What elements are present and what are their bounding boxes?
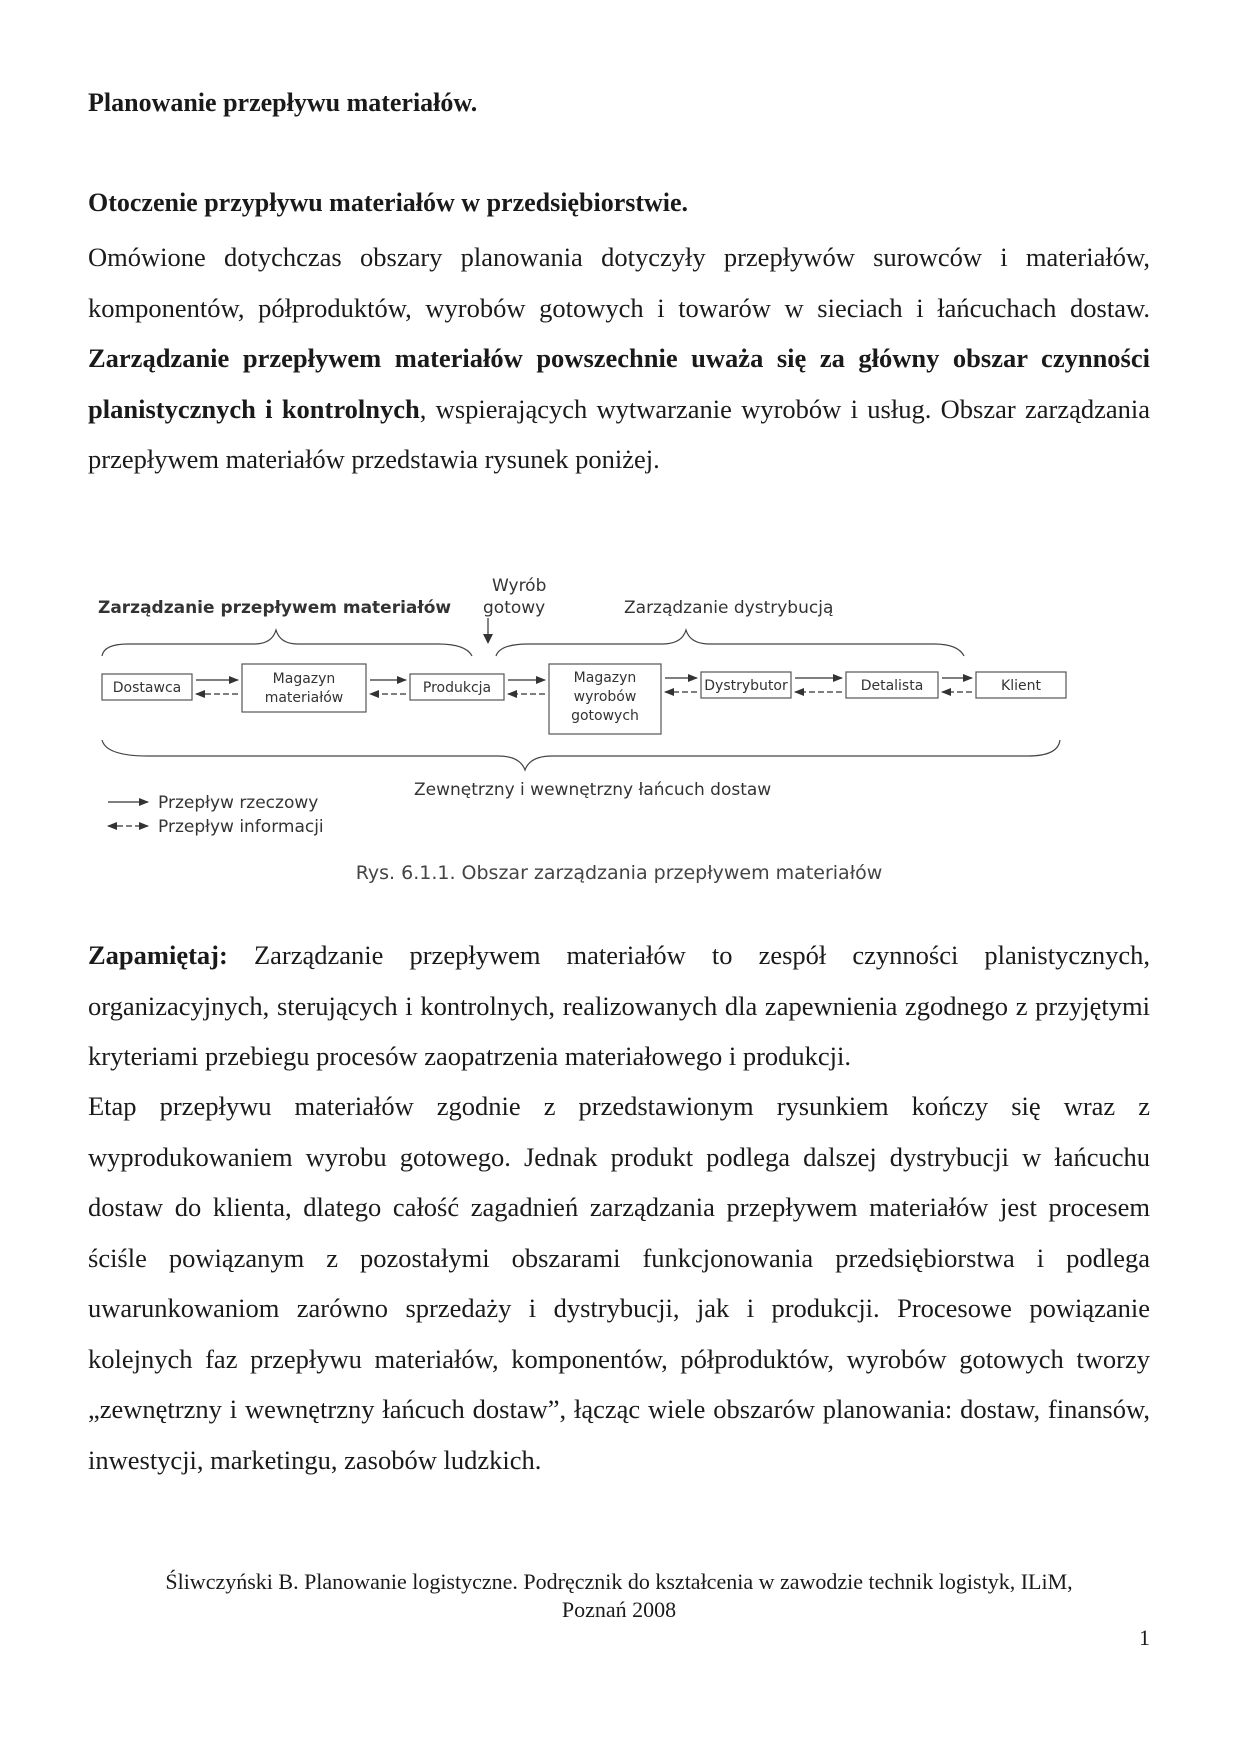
remember-text: Zarządzanie przepływem materiałów to zespół czynności planistycznych, organizacyjnych, sterujących i kontrolnych, realizowanych dla zapewnienia zgodnego z przyjętymi kryteriami przebiegu procesów zaopatrzenia materiałowego i produkcji.: [88, 940, 1150, 1071]
footer-reference-line1: Śliwczyński B. Planowanie logistyczne. Podręcznik do kształcenia w zawodzie technik logistyk, ILiM,: [165, 1569, 1073, 1594]
intro-text: Omówione dotychczas obszary planowania dotyczyły przepływów surowców i materiałów, komponentów, półproduktów, wyrobów gotowych i towarów w sieciach i łańcuchach dostaw.: [88, 242, 1150, 323]
section-title: Otoczenie przypływu materiałów w przedsiębiorstwie.: [88, 188, 689, 217]
box-materials-warehouse-line2: materiałów: [264, 690, 344, 706]
box-production-label: Produkcja: [422, 680, 492, 696]
remember-paragraph: [88, 930, 1150, 1082]
intro-text-end: , wspierających wytwarzanie wyrobów i usług. Obszar zarządzania przepływem materiałów przedstawia rysunek poniżej.: [88, 393, 1150, 474]
label-supply-chain: Zewnętrzny i wewnętrzny łańcuch dostaw: [414, 780, 772, 800]
label-distribution-management: Zarządzanie dystrybucją: [624, 598, 834, 618]
box-materials-warehouse: [242, 664, 366, 712]
label-material-management: Zarządzanie przepływem materiałów: [98, 598, 452, 618]
intro-paragraph: [88, 232, 1150, 485]
finished-product-arrow: [483, 618, 493, 644]
label-finished-product-line2: gotowy: [483, 598, 546, 618]
brace-supply-chain: [102, 740, 1060, 770]
box-finished-goods-warehouse-line3: gotowych: [571, 708, 639, 724]
footer-reference-line2: Poznań 2008: [561, 1597, 677, 1622]
figure-caption: Rys. 6.1.1. Obszar zarządzania przepływem materiałów: [355, 862, 883, 884]
box-client: [976, 672, 1066, 698]
remember-label: Zapamiętaj:: [88, 940, 228, 970]
box-supplier-label: Dostawca: [112, 680, 182, 696]
diagram-canvas: [88, 560, 1150, 860]
intro-bold-text: Zarządzanie przepływem materiałów powszechnie uważa się za główny obszar czynności planistycznych i kontrolnych: [88, 343, 1150, 424]
box-retailer-label: Detalista: [860, 678, 924, 694]
box-distributor-label: Dystrybutor: [704, 678, 788, 694]
box-finished-goods-warehouse: [549, 664, 661, 734]
label-finished-product-line1: Wyrób: [492, 576, 547, 596]
box-distributor: [701, 672, 791, 698]
footer-reference: [88, 1568, 1150, 1624]
box-supplier: [102, 674, 192, 700]
box-finished-goods-warehouse-line2: wyrobów: [573, 689, 637, 705]
document-title: Planowanie przepływu materiałów.: [88, 88, 478, 117]
flow-stage-paragraph: Etap przepływu materiałów zgodnie z przedstawionym rysunkiem kończy się wraz z wyprodukowaniem wyrobu gotowego. Jednak produkt podlega dalszej dystrybucji w łańcuchu dostaw do klienta, dlatego całość zagadnień zarządzania przepływem materiałów jest procesem ściśle powiązanym z pozostałymi obszarami funkcjonowania przedsiębiorstwa i podlega uwarunkowaniom zarówno sprzedaży i dystrybucji, jak i produkcji. Procesowe powiązanie kolejnych faz przepływu materiałów, komponentów, półproduktów, wyrobów gotowych tworzy „zewnętrzny i wewnętrzny łańcuch dostaw”, łącząc wiele obszarów planowania: dostaw, finansów, inwestycji, marketingu, zasobów ludzkich.: [88, 1091, 1150, 1475]
page-number: 1: [1139, 1625, 1150, 1650]
box-materials-warehouse-line1: Magazyn: [272, 671, 336, 687]
box-finished-goods-warehouse-line1: Magazyn: [573, 670, 637, 686]
legend-material-flow: Przepływ rzeczowy: [158, 793, 319, 813]
legend: [108, 793, 324, 837]
box-client-label: Klient: [1001, 678, 1041, 694]
material-flow-diagram: [88, 560, 1150, 900]
box-production: [410, 674, 504, 700]
legend-information-flow: Przepływ informacji: [158, 817, 324, 837]
brace-material-management: [102, 630, 472, 656]
brace-distribution-management: [496, 630, 964, 656]
box-retailer: [846, 672, 938, 698]
